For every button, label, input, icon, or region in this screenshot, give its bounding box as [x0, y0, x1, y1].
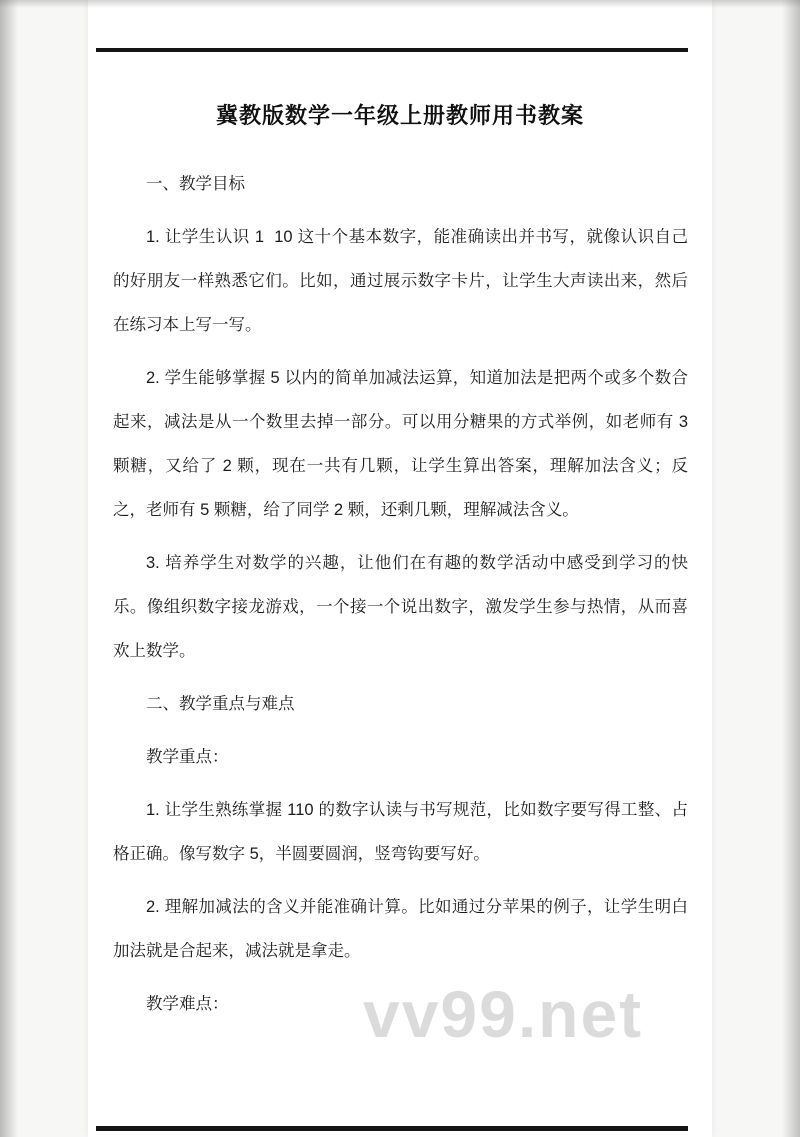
page-edge-shadow-left	[0, 0, 18, 1137]
body-paragraph: 3. 培养学生对数学的兴趣，让他们在有趣的数学活动中感受到学习的快乐。像组织数字接龙游戏，一个接一个说出数字，激发学生参与热情，从而喜欢上数学。	[113, 554, 688, 660]
document-body	[113, 162, 693, 1035]
body-paragraph: 2. 理解加减法的含义并能准确计算。比如通过分苹果的例子，让学生明白加法就是合起来，减法就是拿走。	[113, 898, 688, 960]
section-heading-objectives: 一、教学目标	[146, 175, 245, 193]
top-divider-rule	[96, 48, 688, 52]
body-paragraph: 1. 让学生认识 1 10 这十个基本数字，能准确读出并书写，就像认识自己的好朋友一样熟悉它们。比如，通过展示数字卡片，让学生大声读出来，然后在练习本上写一写。	[113, 228, 688, 334]
section-heading-key-points: 二、教学重点与难点	[146, 695, 295, 713]
body-paragraph: 2. 学生能够掌握 5 以内的简单加减法运算，知道加法是把两个或多个数合起来，减法是从一个数里去掉一部分。可以用分糖果的方式举例，如老师有 3 颗糖，又给了 2 颗，现在一共有几颗，让学生算出答案，理解加法含义；反之，老师有 5 颗糖，给了同学 2 颗，还剩几颗，理解减法含义。	[113, 369, 693, 519]
site-watermark: vv99.net	[363, 977, 644, 1051]
body-paragraph: 1. 让学生熟练掌握 110 的数字认读与书写规范，比如数字要写得工整、占格正确。像写数字 5，半圆要圆润，竖弯钩要写好。	[113, 801, 688, 863]
subsection-label-key-points: 教学重点：	[146, 748, 229, 766]
page-edge-shadow-top	[0, 0, 800, 8]
subsection-label-difficulties: 教学难点：	[146, 995, 229, 1013]
bottom-divider-rule	[96, 1126, 688, 1131]
document-title: 冀教版数学一年级上册教师用书教案	[215, 103, 584, 128]
document-page	[88, 0, 712, 1137]
page-edge-shadow-right	[782, 0, 800, 1137]
